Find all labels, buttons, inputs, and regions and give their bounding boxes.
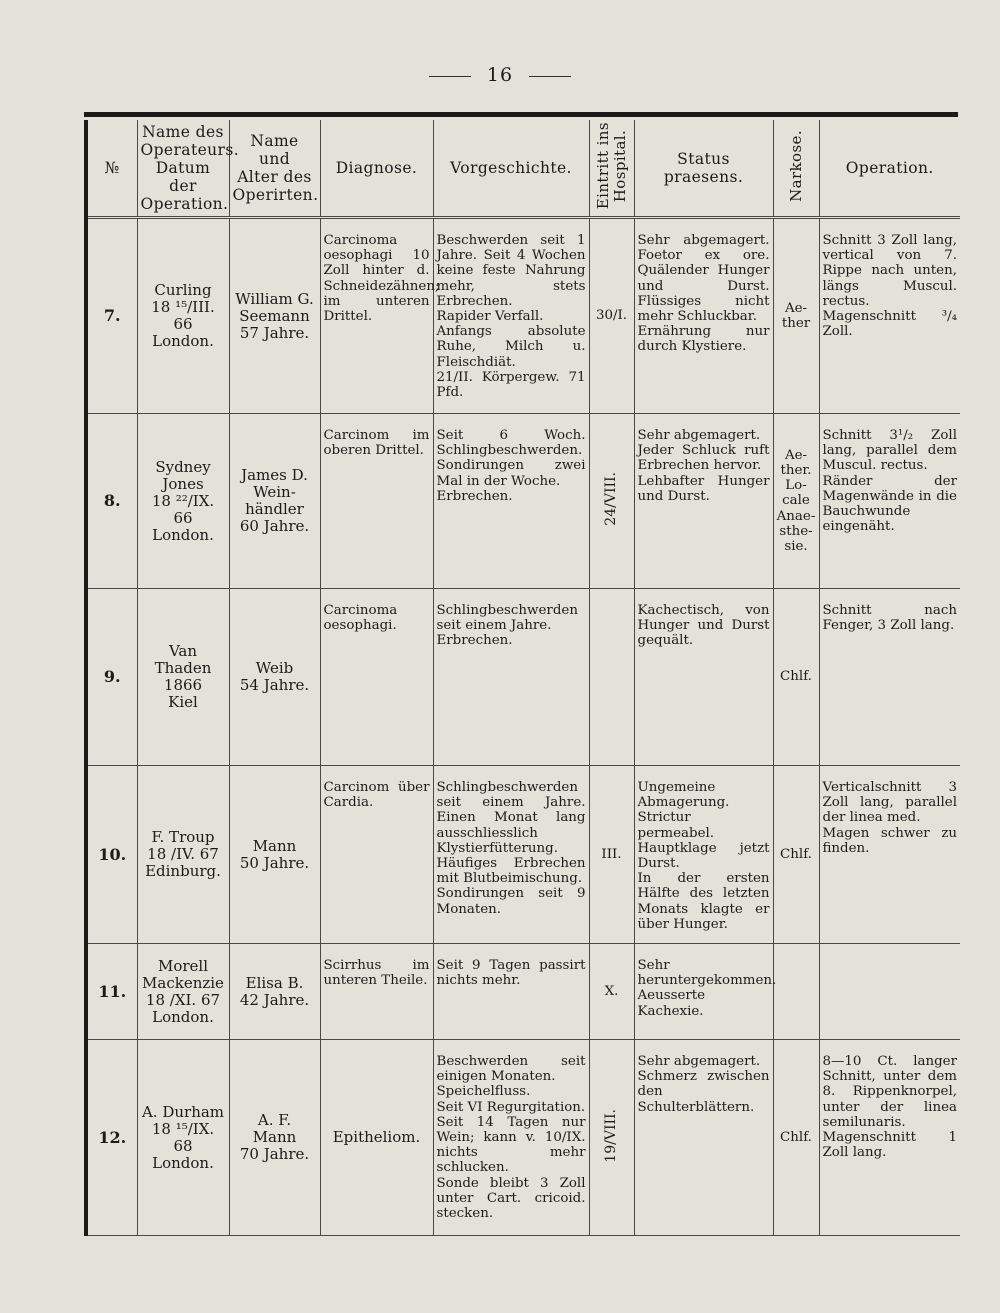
- patient-cell: A. F. Mann 70 Jahre.: [229, 1040, 320, 1236]
- row-number: 7.: [86, 218, 137, 414]
- entry-cell-text: 24/VIII.: [603, 472, 619, 526]
- status-cell: Sehr abgemagert. Jeder Schluck ruft Erbrechen hervor. Lehbafter Hunger und Durst.: [634, 414, 773, 589]
- diagnosis-cell: Carcinom über Cardia.: [320, 766, 433, 944]
- history-cell: Beschwerden seit 1 Jahre. Seit 4 Wochen keine feste Nahrung mehr, stets Erbrechen. Rapider Verfall. Anfangs absolute Ruhe, Milch u. Fleischdiät. 21/II. Körpergew. 71 Pfd.: [433, 218, 589, 414]
- row-number: 10.: [86, 766, 137, 944]
- row-number: 12.: [86, 1040, 137, 1236]
- entry-cell: X.: [589, 944, 634, 1040]
- history-cell: Seit 6 Woch. Schlingbeschwerden. Sondirungen zwei Mal in der Woche. Erbrechen.: [433, 414, 589, 589]
- operator-cell: Morell Mackenzie 18 /XI. 67 London.: [137, 944, 229, 1040]
- diagnosis-cell: Carcinoma oesophagi.: [320, 589, 433, 766]
- header-operation: Operation.: [819, 120, 960, 218]
- patient-cell: Elisa B. 42 Jahre.: [229, 944, 320, 1040]
- page-number-text: 16: [486, 64, 514, 86]
- table-row: [86, 1040, 960, 1236]
- header-narcosis-text: Narkose.: [786, 130, 805, 202]
- diagnosis-cell: Carcinoma oesophagi 10 Zoll hinter d. Schneidezähnen; im unteren Drittel.: [320, 218, 433, 414]
- narcosis-cell: Chlf.: [773, 766, 819, 944]
- status-cell: Kachectisch, von Hunger und Durst gequält.: [634, 589, 773, 766]
- status-cell: Sehr abgemagert. Schmerz zwischen den Schulterblättern.: [634, 1040, 773, 1236]
- header-entry-text: Eintritt ins Hospital.: [593, 122, 629, 210]
- table-row: [86, 944, 960, 1040]
- page-number: [0, 64, 1000, 86]
- operation-cell: [819, 944, 960, 1040]
- entry-cell: III.: [589, 766, 634, 944]
- table-header-row: [86, 120, 960, 218]
- header-num: №: [86, 120, 137, 218]
- operator-cell: Curling 18 ¹⁵/III. 66 London.: [137, 218, 229, 414]
- entry-cell-text: 19/VIII.: [603, 1108, 619, 1163]
- entry-cell: [589, 414, 634, 589]
- header-status: Status praesens.: [634, 120, 773, 218]
- entry-cell: [589, 589, 634, 766]
- case-table: [84, 120, 960, 1236]
- header-history: Vorgeschichte.: [433, 120, 589, 218]
- page-number-dash-left: [429, 76, 471, 77]
- operator-cell: A. Durham 18 ¹⁵/IX. 68 London.: [137, 1040, 229, 1236]
- narcosis-cell: Ae- ther. Lo- cale Anae- sthe- sie.: [773, 414, 819, 589]
- header-patient-text: Name und Alter des Operirten.: [232, 132, 319, 204]
- history-cell: Schlingbeschwerden seit einem Jahre. Einen Monat lang ausschliesslich Klystierfütterung. Häufiges Erbrechen mit Blutbeimischung. Sondirungen seit 9 Monaten.: [433, 766, 589, 944]
- diagnosis-cell: Carcinom im oberen Drittel.: [320, 414, 433, 589]
- header-diagnosis: Diagnose.: [320, 120, 433, 218]
- narcosis-cell: Chlf.: [773, 589, 819, 766]
- operation-cell: 8—10 Ct. langer Schnitt, unter dem 8. Rippenknorpel, unter der linea semilunaris. Magenschnitt 1 Zoll lang.: [819, 1040, 960, 1236]
- narcosis-cell: [773, 944, 819, 1040]
- status-cell: Sehr heruntergekommen. Aeusserte Kachexie.: [634, 944, 773, 1040]
- case-table-wrapper: [84, 112, 958, 1236]
- header-entry: [589, 120, 634, 218]
- narcosis-cell: Chlf.: [773, 1040, 819, 1236]
- patient-cell: Weib 54 Jahre.: [229, 589, 320, 766]
- status-cell: Sehr abgemagert. Foetor ex ore. Quälender Hunger und Durst. Flüssiges nicht mehr Schluckbar. Ernährung nur durch Klystiere.: [634, 218, 773, 414]
- header-operator-text: Name des Operateurs. Datum der Operation.: [140, 123, 240, 213]
- page-number-dash-right: [529, 76, 571, 77]
- header-narcosis: [773, 120, 819, 218]
- status-cell: Ungemeine Abmagerung. Strictur permeabel. Hauptklage jetzt Durst. In der ersten Hälfte des letzten Monats klagte er über Hunger.: [634, 766, 773, 944]
- history-cell: Seit 9 Tagen passirt nichts mehr.: [433, 944, 589, 1040]
- operation-cell: Schnitt nach Fenger, 3 Zoll lang.: [819, 589, 960, 766]
- table-row: [86, 414, 960, 589]
- header-patient: [229, 120, 320, 218]
- entry-cell: [589, 1040, 634, 1236]
- row-number: 9.: [86, 589, 137, 766]
- table-row: [86, 766, 960, 944]
- row-number: 11.: [86, 944, 137, 1040]
- entry-cell: 30/I.: [589, 218, 634, 414]
- table-row: [86, 218, 960, 414]
- operation-cell: Schnitt 3¹/₂ Zoll lang, parallel dem Muscul. rectus. Ränder der Magenwände in die Bauchwunde eingenäht.: [819, 414, 960, 589]
- diagnosis-cell: Epitheliom.: [320, 1040, 433, 1236]
- operator-cell: F. Troup 18 /IV. 67 Edinburg.: [137, 766, 229, 944]
- patient-cell: James D. Wein- händler 60 Jahre.: [229, 414, 320, 589]
- operation-cell: Verticalschnitt 3 Zoll lang, parallel der linea med. Magen schwer zu finden.: [819, 766, 960, 944]
- operator-cell: Van Thaden 1866 Kiel: [137, 589, 229, 766]
- diagnosis-cell: Scirrhus im unteren Theile.: [320, 944, 433, 1040]
- narcosis-cell: Ae- ther: [773, 218, 819, 414]
- header-operator: [137, 120, 240, 218]
- patient-cell: William G. Seemann 57 Jahre.: [229, 218, 320, 414]
- table-top-rule: [84, 112, 958, 117]
- table-row: [86, 589, 960, 766]
- row-number: 8.: [86, 414, 137, 589]
- patient-cell: Mann 50 Jahre.: [229, 766, 320, 944]
- operation-cell: Schnitt 3 Zoll lang, vertical von 7. Rippe nach unten, längs Muscul. rectus. Magenschnitt ³/₄ Zoll.: [819, 218, 960, 414]
- history-cell: Beschwerden seit einigen Monaten. Speichelfluss. Seit VI Regurgitation. Seit 14 Tagen nur Wein; kann v. 10/IX. nichts mehr schlucken. Sonde bleibt 3 Zoll unter Cart. cricoid. stecken.: [433, 1040, 589, 1236]
- operator-cell: Sydney Jones 18 ²²/IX. 66 London.: [137, 414, 229, 589]
- history-cell: Schlingbeschwerden seit einem Jahre. Erbrechen.: [433, 589, 589, 766]
